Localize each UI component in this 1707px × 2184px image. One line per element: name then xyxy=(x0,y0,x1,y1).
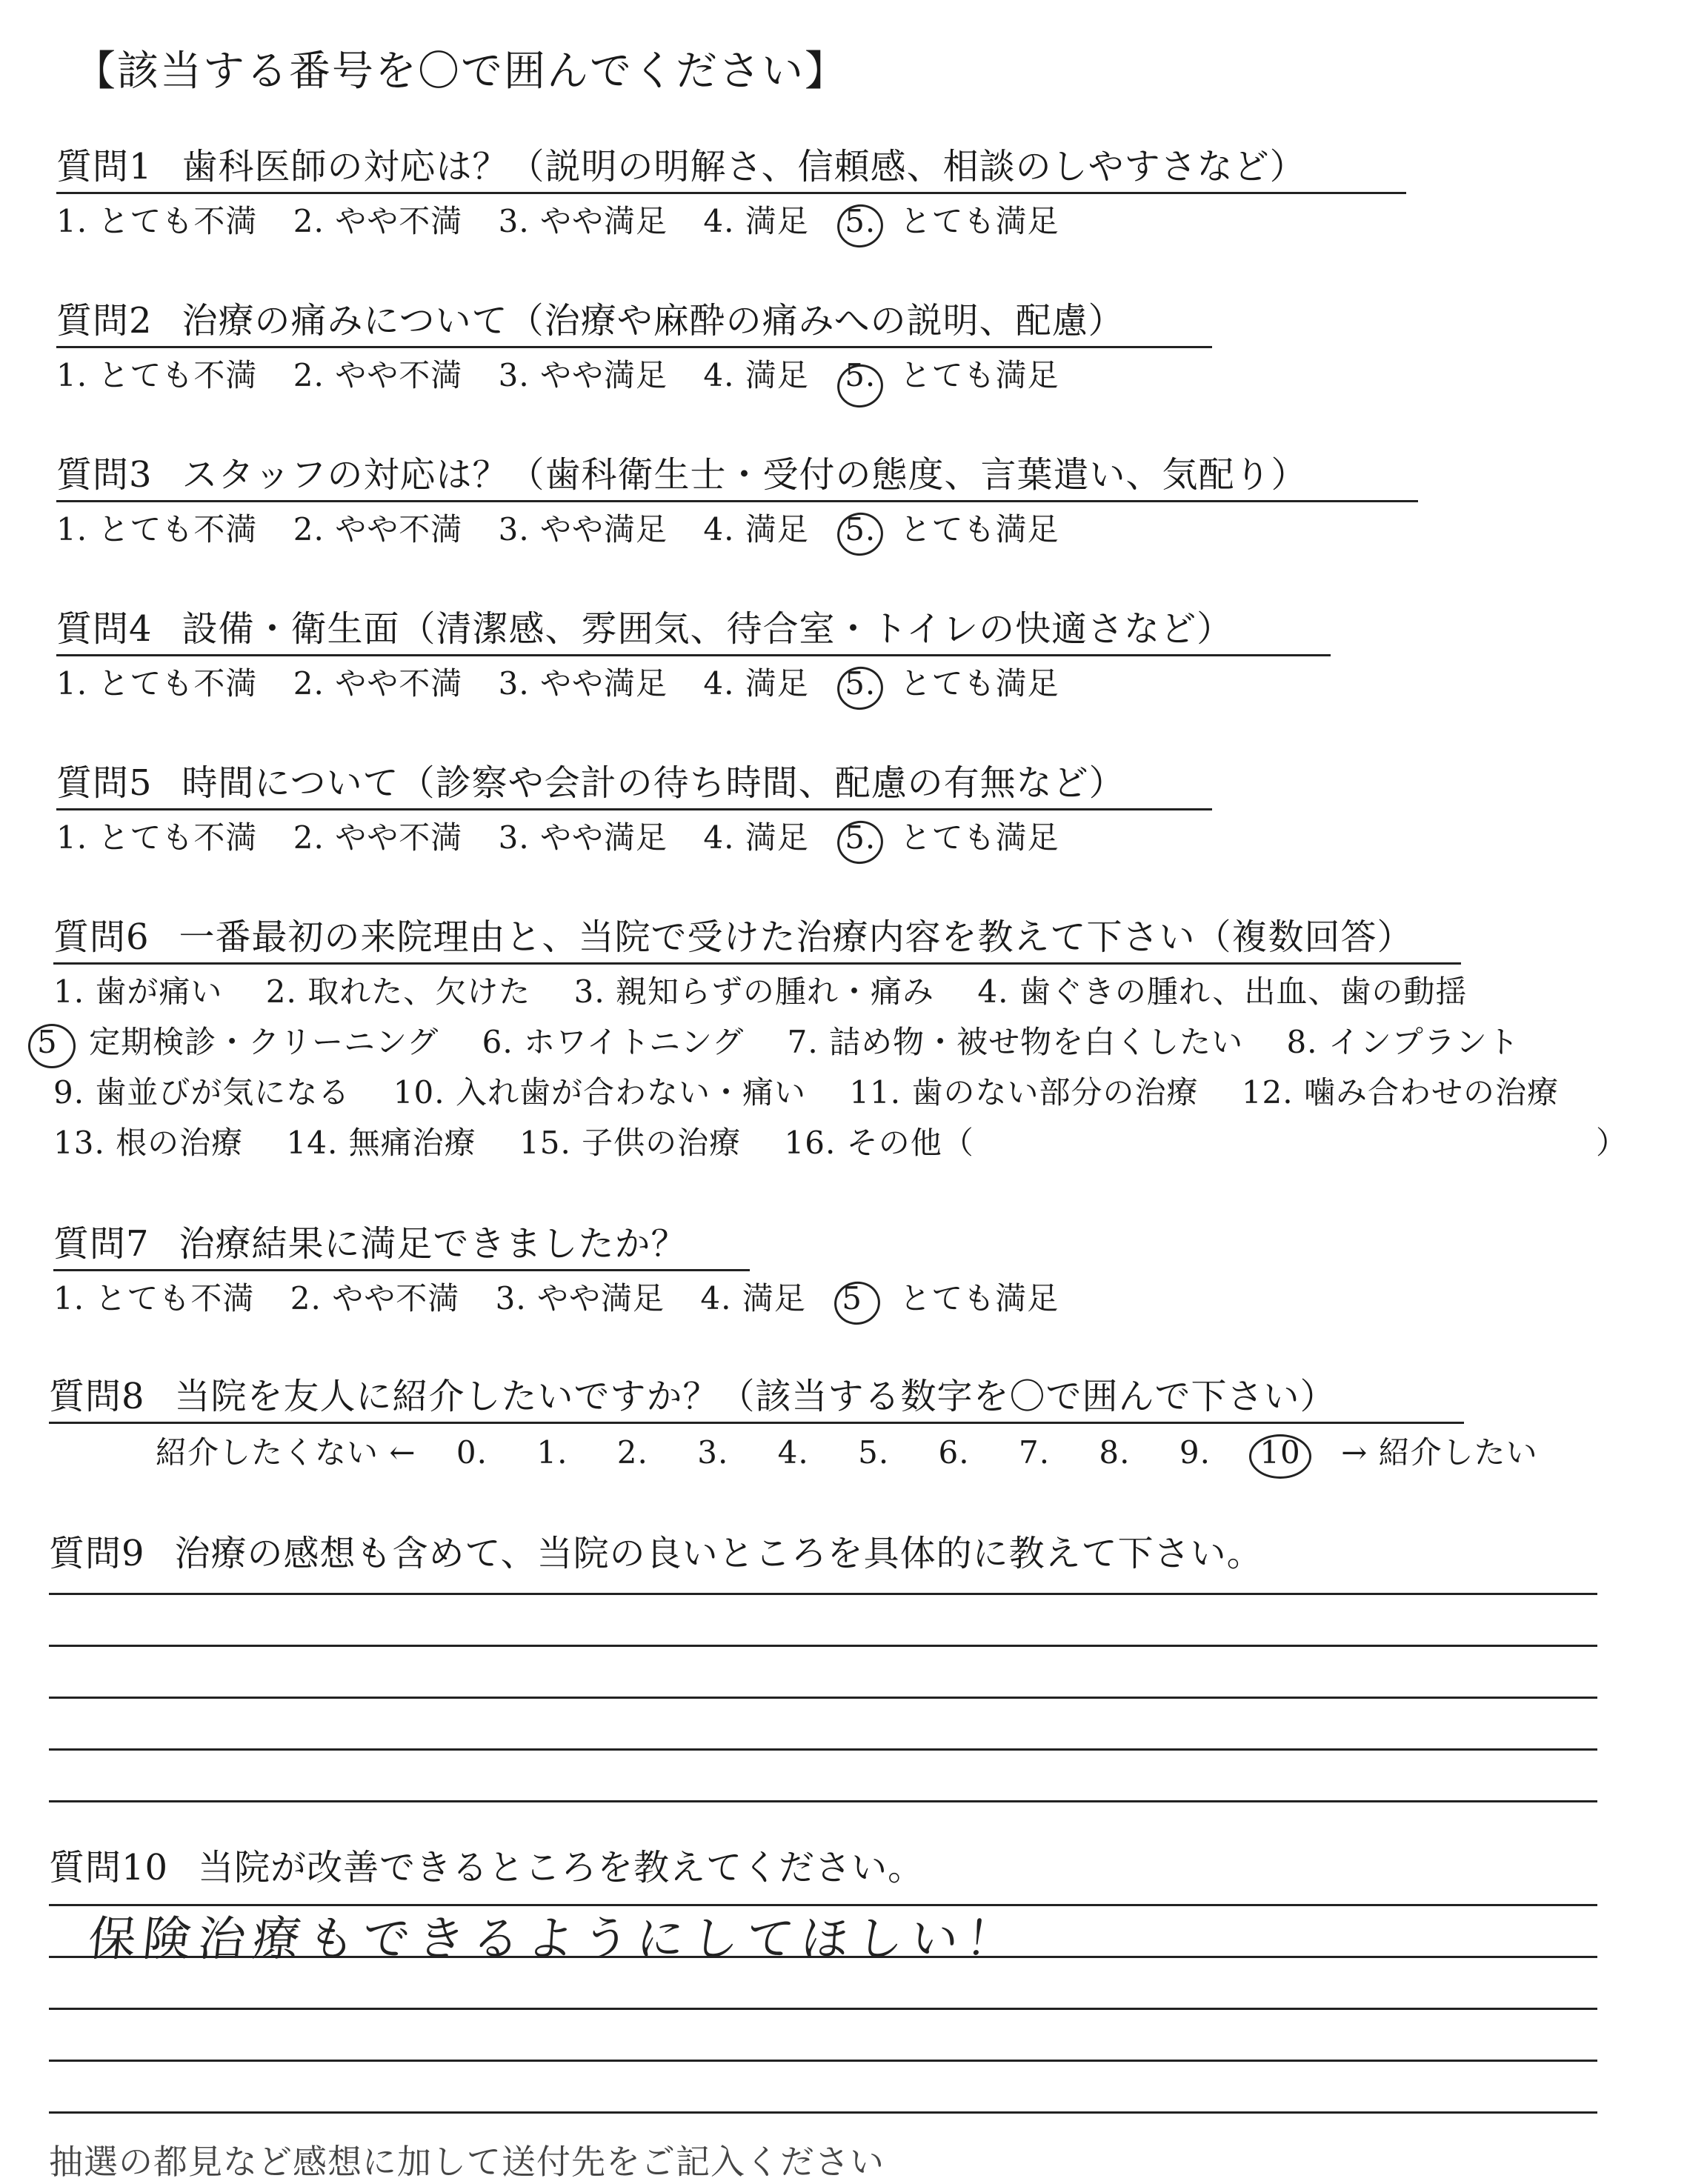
option-5-label: とても満足 xyxy=(899,665,1059,702)
option-wisdom-teeth[interactable]: 3. 親知らずの腫れ・痛み xyxy=(573,973,935,1010)
option-4[interactable]: 4. 満足 xyxy=(700,1280,806,1316)
hand-circle-mark xyxy=(831,1277,885,1329)
option-3[interactable]: 3. やや満足 xyxy=(498,819,668,856)
question-text: 治療の感想も含めて、当院の良いところを具体的に教えて下さい。 xyxy=(174,1533,1263,1574)
scale-7[interactable]: 7. xyxy=(1018,1434,1051,1471)
option-1[interactable]: 1. とても不満 xyxy=(56,203,258,239)
answer-line[interactable] xyxy=(49,1697,1597,1699)
question-4-heading xyxy=(56,600,1331,656)
option-5-selected[interactable] xyxy=(37,1024,58,1060)
question-6-row-2 xyxy=(37,1018,1552,1062)
scale-1[interactable]: 1. xyxy=(536,1434,568,1471)
option-white-fillings[interactable]: 7. 詰め物・被せ物を白くしたい xyxy=(787,1024,1244,1060)
question-5-options xyxy=(56,813,1085,858)
scale-8[interactable]: 8. xyxy=(1099,1434,1131,1471)
option-3[interactable]: 3. やや満足 xyxy=(495,1280,665,1316)
option-1[interactable]: 1. とても不満 xyxy=(56,819,258,856)
option-5-label: とても満足 xyxy=(899,1280,1059,1316)
question-7-heading xyxy=(53,1215,750,1271)
option-2[interactable]: 2. やや不満 xyxy=(293,357,463,393)
question-text: 歯科医師の対応は？（説明の明解さ、信頼感、相談のしやすさなど） xyxy=(182,146,1306,187)
option-3[interactable]: 3. やや満足 xyxy=(498,357,668,393)
hand-circle-mark: 5 xyxy=(37,1024,58,1060)
option-broken-chipped[interactable]: 2. 取れた、欠けた xyxy=(265,973,531,1010)
question-8-heading xyxy=(49,1368,1464,1424)
question-number: 質問1 xyxy=(56,146,153,187)
question-number: 質問2 xyxy=(56,300,153,342)
answer-line[interactable] xyxy=(49,1593,1597,1595)
question-2-options xyxy=(56,351,1085,396)
option-whitening[interactable]: 6. ホワイトニング xyxy=(482,1024,745,1060)
option-4[interactable]: 4. 満足 xyxy=(703,819,809,856)
option-toothache[interactable]: 1. 歯が痛い xyxy=(53,973,223,1010)
scale-0[interactable]: 0. xyxy=(456,1434,488,1471)
option-3[interactable]: 3. やや満足 xyxy=(498,203,668,239)
option-5-label: とても満足 xyxy=(899,511,1059,547)
hand-circle-mark xyxy=(833,360,888,412)
option-4[interactable]: 4. 満足 xyxy=(703,511,809,547)
question-6-row-1 xyxy=(53,968,1500,1012)
option-4[interactable]: 4. 満足 xyxy=(703,203,809,239)
question-text: 設備・衛生面（清潔感、雰囲気、待合室・トイレの快適さなど） xyxy=(182,608,1234,650)
answer-line[interactable] xyxy=(49,2111,1597,2114)
option-2[interactable]: 2. やや不満 xyxy=(293,203,463,239)
question-3-options xyxy=(56,505,1085,550)
question-text: 当院を友人に紹介したいですか？（該当する数字を〇で囲んで下さい） xyxy=(174,1376,1337,1417)
scale-9[interactable]: 9. xyxy=(1179,1434,1211,1471)
page-title: 【該当する番号を〇で囲んでください】 xyxy=(74,47,848,96)
hand-circle-mark xyxy=(833,816,888,868)
footer-note-partial: 抽選の都見など感想に加して送付先をご記入ください xyxy=(49,2142,885,2182)
question-1-heading xyxy=(56,138,1406,194)
option-5-selected[interactable]: 5. xyxy=(845,665,876,702)
option-5-selected[interactable]: 5. xyxy=(845,357,876,393)
option-implant[interactable]: 8. インプラント xyxy=(1286,1024,1520,1060)
option-dentures[interactable]: 10. 入れ歯が合わない・痛い xyxy=(393,1074,806,1111)
option-2[interactable]: 2. やや不満 xyxy=(293,819,463,856)
option-missing-teeth[interactable]: 11. 歯のない部分の治療 xyxy=(849,1074,1199,1111)
option-4[interactable]: 4. 満足 xyxy=(703,665,809,702)
option-1[interactable]: 1. とても不満 xyxy=(56,665,258,702)
question-number: 質問3 xyxy=(56,454,153,496)
option-5-label: とても満足 xyxy=(899,819,1059,856)
option-alignment[interactable]: 9. 歯並びが気になる xyxy=(53,1074,350,1111)
question-4-options xyxy=(56,659,1085,704)
option-1[interactable]: 1. とても不満 xyxy=(56,357,258,393)
option-bite[interactable]: 12. 噛み合わせの治療 xyxy=(1241,1074,1559,1111)
option-other-close-paren: ） xyxy=(1596,1125,1628,1161)
hand-circle-mark xyxy=(833,508,888,560)
option-2[interactable]: 2. やや不満 xyxy=(293,511,463,547)
question-text: 一番最初の来院理由と、当院で受けた治療内容を教えて下さい（複数回答） xyxy=(179,916,1414,958)
option-5-label: とても満足 xyxy=(899,203,1059,239)
answer-line[interactable] xyxy=(49,1956,1597,1958)
question-number: 質問7 xyxy=(53,1223,150,1265)
scale-4[interactable]: 4. xyxy=(777,1434,809,1471)
option-5-selected[interactable]: 5 xyxy=(842,1280,862,1316)
question-8-scale xyxy=(156,1428,1563,1473)
question-6-row-3 xyxy=(53,1068,1591,1113)
option-checkup-cleaning[interactable]: 定期検診・クリーニング xyxy=(89,1024,439,1060)
option-3[interactable]: 3. やや満足 xyxy=(498,665,668,702)
answer-line[interactable] xyxy=(49,1800,1597,1802)
question-text: 当院が改善できるところを教えてください。 xyxy=(198,1847,925,1888)
option-painless[interactable]: 14. 無痛治療 xyxy=(286,1125,476,1161)
question-text: 治療の痛みについて（治療や麻酔の痛みへの説明、配慮） xyxy=(182,300,1125,342)
question-3-heading xyxy=(56,446,1418,502)
question-2-heading xyxy=(56,292,1212,348)
question-number: 質問10 xyxy=(49,1847,169,1888)
question-5-heading xyxy=(56,754,1212,810)
question-10-heading xyxy=(49,1839,924,1890)
scale-5[interactable]: 5. xyxy=(858,1434,890,1471)
option-1[interactable]: 1. とても不満 xyxy=(56,511,258,547)
option-3[interactable]: 3. やや満足 xyxy=(498,511,668,547)
option-2[interactable]: 2. やや不満 xyxy=(290,1280,460,1316)
option-other[interactable]: 16. その他（ xyxy=(784,1125,974,1161)
option-gum-swelling[interactable]: 4. 歯ぐきの腫れ、出血、歯の動揺 xyxy=(977,973,1468,1010)
scale-3[interactable]: 3. xyxy=(697,1434,729,1471)
question-6-row-4 xyxy=(53,1119,1007,1163)
option-5-selected[interactable]: 5. xyxy=(845,203,876,239)
scale-6[interactable]: 6. xyxy=(938,1434,970,1471)
answer-line[interactable] xyxy=(49,2060,1597,2062)
question-text: スタッフの対応は？（歯科衛生士・受付の態度、言葉遣い、気配り） xyxy=(182,454,1308,496)
option-4[interactable]: 4. 満足 xyxy=(703,357,809,393)
question-9-heading xyxy=(49,1525,1263,1576)
question-text: 時間について（診察や会計の待ち時間、配慮の有無など） xyxy=(182,762,1125,804)
hand-circle-mark xyxy=(833,662,888,714)
option-5-selected[interactable]: 5. xyxy=(845,511,876,547)
scale-2[interactable]: 2. xyxy=(616,1434,648,1471)
question-6-heading xyxy=(53,908,1461,965)
option-root-canal[interactable]: 13. 根の治療 xyxy=(53,1125,244,1161)
answer-line[interactable] xyxy=(49,1645,1597,1647)
question-number: 質問6 xyxy=(53,916,150,958)
scale-10-selected[interactable]: 10 xyxy=(1260,1434,1300,1471)
question-7-options xyxy=(53,1274,1084,1319)
scale-right-label: → 紹介したい xyxy=(1341,1434,1538,1471)
question-number: 質問9 xyxy=(49,1533,145,1574)
handwritten-answer: 保険治療もできるようにしてほしい！ xyxy=(85,1912,1024,1967)
question-number: 質問8 xyxy=(49,1376,145,1417)
hand-circle-mark xyxy=(833,200,888,252)
question-1-options xyxy=(56,197,1085,242)
answer-line[interactable] xyxy=(49,2008,1597,2010)
option-5-label: とても満足 xyxy=(899,357,1059,393)
option-children[interactable]: 15. 子供の治療 xyxy=(519,1125,742,1161)
option-1[interactable]: 1. とても不満 xyxy=(53,1280,255,1316)
scale-left-label: 紹介したくない ← xyxy=(156,1434,416,1471)
option-2[interactable]: 2. やや不満 xyxy=(293,665,463,702)
question-number: 質問5 xyxy=(56,762,153,804)
question-number: 質問4 xyxy=(56,608,153,650)
answer-line[interactable] xyxy=(49,1748,1597,1751)
question-text: 治療結果に満足できましたか？ xyxy=(179,1223,688,1265)
option-5-selected[interactable]: 5. xyxy=(845,819,876,856)
hand-circle-mark xyxy=(1249,1434,1311,1479)
